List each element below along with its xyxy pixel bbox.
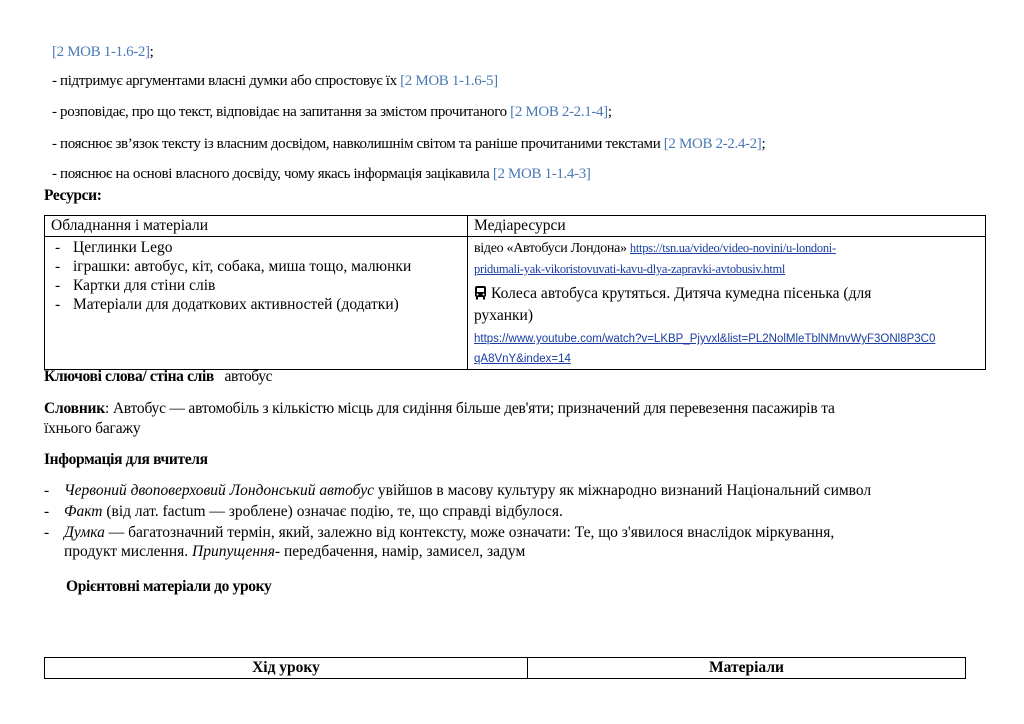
list-item: - Думка — багатозначний термін, який, залежно від контексту, може означати: Те, що з'явилося внаслідок міркування, продукт мислення. Припущення- передбачення, намір, замисел, задум [44, 524, 835, 560]
video-link[interactable]: https://tsn.ua/video/video-novini/u-londoni- pridumali-yak-vikoristovuvati-kavu-dlya-zapravki-avtobusiv.html [474, 241, 836, 276]
curriculum-ref: [2 МОВ 1-1.6-2] [52, 44, 150, 60]
curriculum-ref: [2 МОВ 2-2.1-4] [510, 104, 608, 120]
song-entry [474, 283, 979, 327]
curriculum-ref: [2 МОВ 1-1.4-3] [492, 166, 591, 182]
list-item: - Цеглинки Lego [51, 238, 461, 257]
objective-line-2 [52, 73, 498, 90]
term: Червоний двоповерховий Лондонський автобус [64, 482, 374, 499]
objective-line-5 [52, 166, 591, 183]
objective-line-3: - розповідає, про що текст, відповідає на запитання за змістом прочитаного [2 МОВ 2-2.1-4]; [52, 104, 612, 120]
term: Думка [64, 524, 105, 541]
list-item: - Факт (від лат. factum — зроблене) означає подію, те, що справді відбулося. [44, 503, 563, 520]
glossary-text: : Автобус — автомобіль з кількістю місць для сидіння більше дев'яти; призначений для перевезення пасажирів та [105, 400, 835, 417]
equipment-cell [45, 237, 468, 370]
teacher-info-heading: Інформація для вчителя [44, 451, 208, 468]
glossary-text-cont: їхнього багажу [44, 420, 141, 437]
song-link-wrap [474, 329, 979, 369]
media-header: Медіаресурси [468, 216, 986, 237]
list-item: - Картки для стіни слів [51, 276, 461, 295]
glossary-label: Словник [44, 400, 106, 417]
teacher-info-list [44, 481, 974, 563]
curriculum-ref: [2 МОВ 1-1.6-5] [400, 73, 498, 89]
list-item: - іграшки: автобус, кіт, собака, миша тощо, малюнки [51, 257, 461, 276]
song-label-cont: руханки) [474, 307, 534, 324]
bus-icon [474, 285, 487, 300]
glossary [44, 399, 984, 439]
table-row [45, 216, 986, 237]
keywords-label: Ключові слова/ стіна слів [44, 368, 214, 385]
lesson-flow-header: Хід уроку [45, 658, 528, 679]
resources-heading: Ресурси: [44, 187, 102, 204]
song-label: Колеса автобуса крутяться. Дитяча кумедна пісенька (для [491, 285, 872, 302]
resources-table [44, 215, 986, 370]
table-row [45, 658, 966, 679]
materials-heading: Орієнтовні матеріали до уроку [66, 578, 272, 595]
equipment-list [51, 238, 461, 314]
table-row [45, 237, 986, 370]
objective-text: - пояснює зв’язок тексту із власним досвідом, навколишнім світом та раніше прочитаними текстами [52, 136, 664, 152]
video-entry [474, 238, 979, 280]
list-item: - Матеріали для додаткових активностей (додатки) [51, 295, 461, 314]
objective-text: - пояснює на основі власного досвіду, чому якась інформація зацікавила [52, 166, 493, 182]
song-link[interactable]: https://www.youtube.com/watch?v=LKBP_Pjyvxl&list=PL2NolMleTblNMnvWyF3ONl8P3C0 qA8VnY&index=14 [474, 333, 936, 365]
media-cell [468, 237, 986, 370]
list-item: - Червоний двоповерховий Лондонський автобус увійшов в масову культуру як міжнародно визнаний Національний символ [44, 482, 872, 499]
objective-line-4: - пояснює зв’язок тексту із власним досвідом, навколишнім світом та раніше прочитаними текстами [2 МОВ 2-2.4-2]; [52, 136, 766, 152]
equipment-header: Обладнання і матеріали [45, 216, 468, 237]
term: Припущення [192, 543, 275, 560]
keywords-line [44, 368, 272, 386]
curriculum-ref: [2 МОВ 2-2.4-2] [663, 136, 762, 152]
objective-text: - розповідає, про що текст, відповідає на запитання за змістом прочитаного [52, 104, 511, 120]
objective-line-1: [2 МОВ 1-1.6-2]; [52, 44, 154, 60]
term: Факт [64, 503, 103, 520]
objective-text: - підтримує аргументами власні думки або спростовує їх [52, 73, 401, 89]
lesson-materials-header: Матеріали [528, 658, 966, 679]
video-label: відео «Автобуси Лондона» [474, 241, 630, 256]
keywords-value: автобус [224, 368, 273, 385]
lesson-table [44, 657, 966, 679]
